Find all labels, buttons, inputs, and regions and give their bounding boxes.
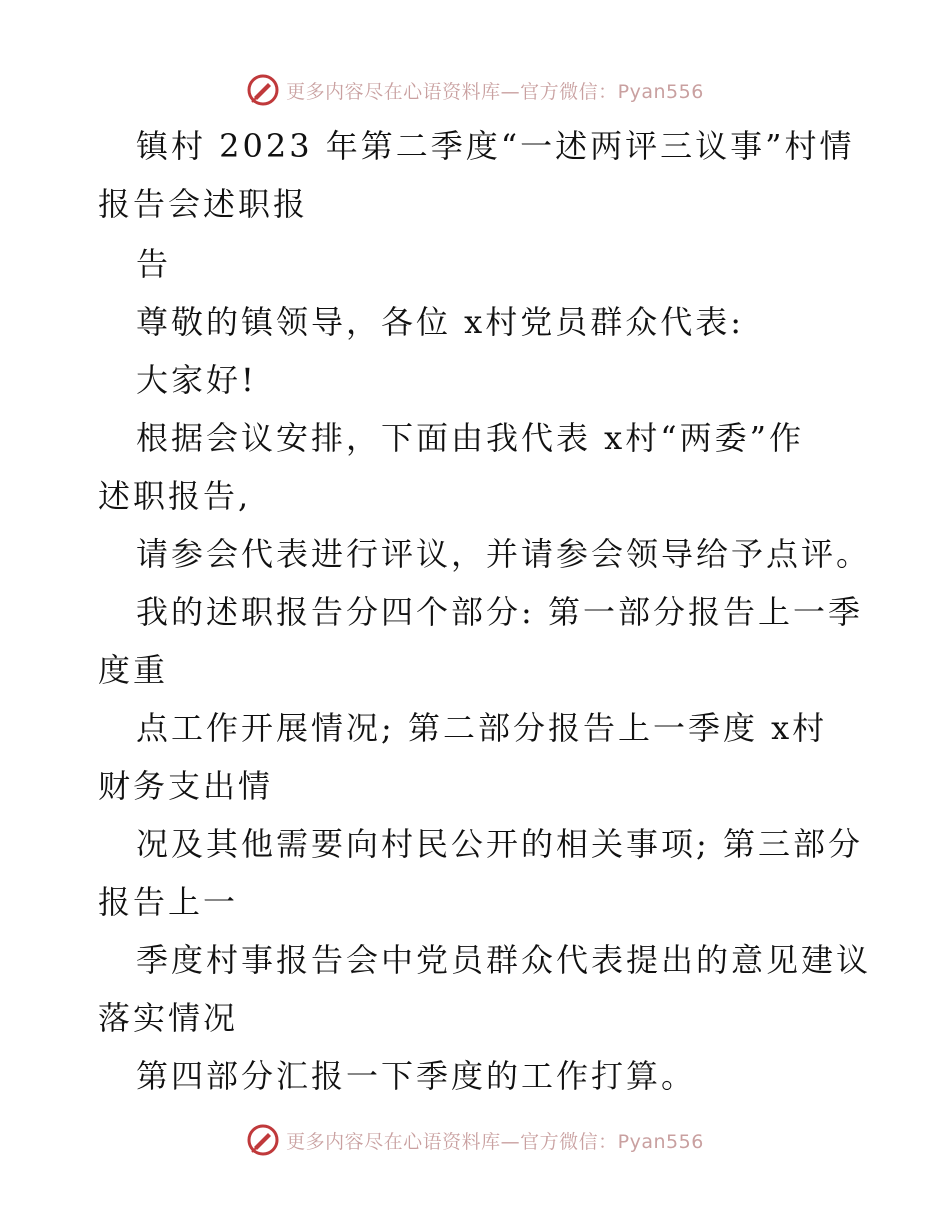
watermark-text: 更多内容尽在心语资料库—官方微信：Pyan556 xyxy=(286,80,704,103)
watermark-text: 更多内容尽在心语资料库—官方微信：Pyan556 xyxy=(286,1130,704,1153)
body-line: 况及其他需要向村民公开的相关事项; 第三部分 xyxy=(136,825,863,863)
body-line: 度重 xyxy=(98,651,169,689)
pen-logo-icon xyxy=(246,73,280,107)
body-line: 财务支出情 xyxy=(98,767,274,805)
body-line: 落实情况 xyxy=(98,999,239,1037)
title-line-1: 镇村 2023 年第二季度“一述两评三议事”村情 xyxy=(136,127,855,165)
body-line: 点工作开展情况; 第二部分报告上一季度 x村 xyxy=(136,709,828,747)
greeting: 大家好! xyxy=(136,361,257,399)
body-line: 第四部分汇报一下季度的工作打算。 xyxy=(136,1057,697,1095)
title-line-3: 告 xyxy=(136,245,172,283)
footer-watermark-banner xyxy=(0,1120,950,1160)
body-line: 请参会代表进行评议，并请参会领导给予点评。 xyxy=(136,535,872,573)
title-line-2: 报告会述职报 xyxy=(98,185,309,223)
body-line: 述职报告, xyxy=(98,477,252,515)
body-line: 根据会议安排，下面由我代表 x村“两委”作 xyxy=(136,419,804,457)
body-line: 报告上一 xyxy=(98,883,239,921)
salutation: 尊敬的镇领导，各位 x村党员群众代表: xyxy=(136,303,745,341)
pen-logo-icon xyxy=(246,1123,280,1157)
body-line: 季度村事报告会中党员群众代表提出的意见建议 xyxy=(136,941,872,979)
header-watermark-banner xyxy=(0,70,950,110)
body-line: 我的述职报告分四个部分: 第一部分报告上一季 xyxy=(136,593,863,631)
